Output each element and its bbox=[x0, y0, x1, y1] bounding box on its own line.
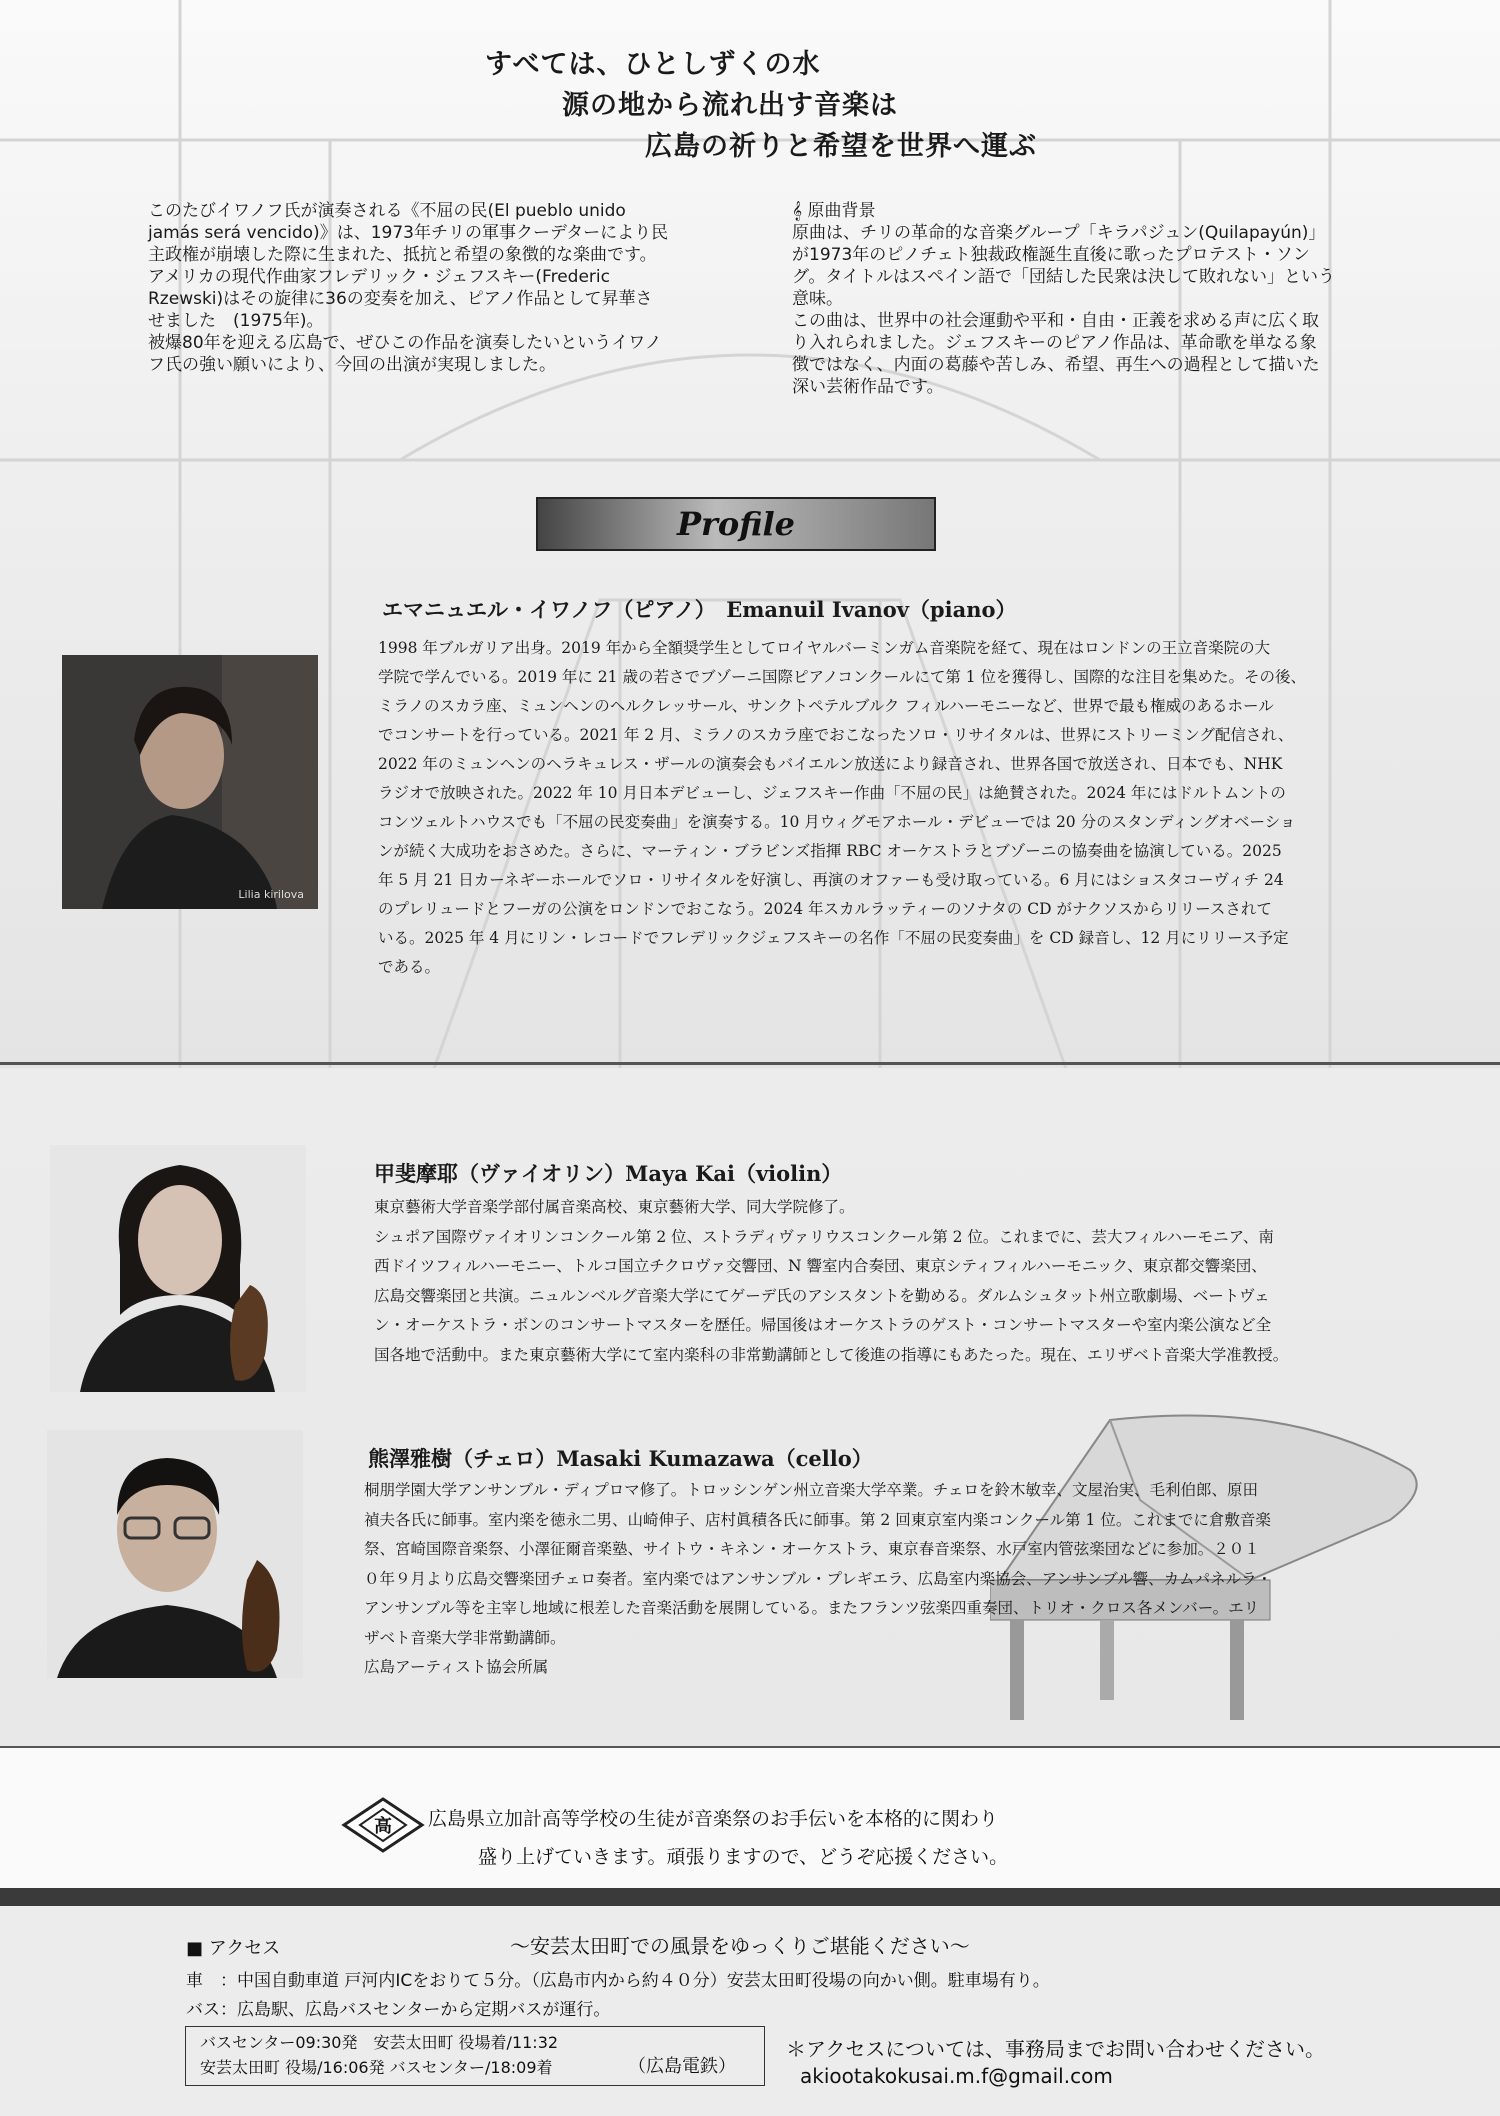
bio-line: ザベト音楽大学非常勤講師。 bbox=[364, 1628, 566, 1647]
ivanov-bio bbox=[378, 634, 1413, 982]
access-label: アクセス bbox=[208, 1938, 281, 1959]
bio-line: でコンサートを行っている。2021 年 2 月、ミラノのスカラ座でおこなったソロ・リサイタルは、世界にストリーミング配信され、 bbox=[378, 726, 1294, 744]
intro-left bbox=[148, 200, 738, 376]
tagline-line-1: すべては、ひとしずくの水 bbox=[485, 49, 821, 80]
bio-line: ０年９月より広島交響楽団チェロ奏者。室内楽ではアンサンブル・プレギエラ、広島室内楽協会、アンサンブル響、カムパネルラ・ bbox=[364, 1569, 1273, 1588]
bio-line: 東京藝術大学音楽学部付属音楽高校、東京藝術大学、同大学院修了。 bbox=[374, 1198, 855, 1216]
intro-right-line: 原曲は、チリの革命的な音楽グループ「キラパジュン(Quilapayún)」 bbox=[792, 223, 1326, 243]
ivanov-photo bbox=[62, 655, 318, 909]
section-divider bbox=[0, 1062, 1500, 1065]
bio-line: 西ドイツフィルハーモニー、トルコ国立チクロヴァ交響団、N 響室内合奏団、東京シティフィルハーモニック、東京都交響楽団、 bbox=[374, 1257, 1267, 1275]
intro-right-heading: 原曲背景 bbox=[807, 201, 876, 221]
bus-company: （広島電鉄） bbox=[628, 2056, 736, 2077]
bio-line: ン・オーケストラ・ボンのコンサートマスターを歴任。帰国後はオーケストラのゲスト・コンサートマスターや室内楽公演など全 bbox=[374, 1316, 1272, 1334]
bio-line: 広島アーティスト協会所属 bbox=[364, 1658, 549, 1676]
kai-photo bbox=[50, 1145, 306, 1392]
bio-line: いる。2025 年 4 月にリン・レコードでフレデリックジェフスキーの名作「不屈の民変奏曲」を CD 録音し、12 月にリリース予定 bbox=[378, 929, 1289, 947]
tagline-line-3: 広島の祈りと希望を世界へ運ぶ bbox=[645, 131, 1037, 162]
intro-right-line: 意味。 bbox=[792, 289, 843, 309]
bio-line: 学院で学んでいる。2019 年に 21 歳の若さでブゾーニ国際ピアノコンクールにて第 1 位を獲得し、国際的な注目を集めた。その後、 bbox=[378, 668, 1307, 686]
school-note-line-1: 広島県立加計高等学校の生徒が音楽祭のお手伝いを本格的に関わり bbox=[428, 1808, 999, 1830]
music-note-icon: 𝄞 bbox=[792, 201, 803, 221]
intro-left-line: jamás será vencido)》は、1973年チリの軍事クーデターにより民 bbox=[148, 223, 669, 243]
kai-name: 甲斐摩耶（ヴァイオリン）Maya Kai（violin） bbox=[374, 1161, 843, 1186]
intro-right-line: グ。タイトルはスペイン語で「団結した民衆は決して敗れない」という bbox=[792, 267, 1335, 287]
bio-line: 禎夫各氏に師事。室内楽を徳永二男、山崎伸子、店村眞積各氏に師事。第 2 回東京室内楽コンクール第 1 位。これまでに倉敷音楽 bbox=[364, 1510, 1271, 1529]
emblem-char: 高 bbox=[374, 1816, 392, 1837]
intro-right-line: が1973年のピノチェト独裁政権誕生直後に歌ったプロテスト・ソン bbox=[792, 245, 1310, 265]
bio-line: 桐朋学園大学アンサンブル・ディプロマ修了。トロッシンゲン州立音楽大学卒業。チェロを鈴木敏幸、文屋治実、毛利伯郎、原田 bbox=[364, 1481, 1258, 1499]
intro-left-line: 被爆80年を迎える広島で、ぜひこの作品を演奏したいというイワノ bbox=[148, 333, 662, 353]
bio-line: コンツェルトハウスでも「不屈の民変奏曲」を演奏する。10 月ウィグモアホール・デビューでは 20 分のスタンディングオベーショ bbox=[378, 813, 1296, 831]
access-contact-note: ＊アクセスについては、事務局までお問い合わせください。 bbox=[786, 2037, 1325, 2061]
access-tagline: ～安芸太田町での風景をゆっくりご堪能ください～ bbox=[510, 1934, 970, 1958]
intro-right-line: 深い芸術作品です。 bbox=[792, 377, 944, 397]
access-bus: バス：広島駅、広島バスセンターから定期バスが運行。 bbox=[186, 2000, 611, 2020]
profile-label: Profile bbox=[676, 505, 796, 543]
ivanov-name: エマニュエル・イワノフ（ピアノ） Emanuil Ivanov（piano） bbox=[382, 597, 1017, 622]
kumazawa-photo bbox=[47, 1430, 303, 1678]
bio-line: のプレリュードとフーガの公演をロンドンでおこなう。2024 年スカルラッティーのソナタの CD がナクソスからリリースされて bbox=[378, 900, 1272, 918]
access-heading bbox=[186, 1934, 280, 1960]
tagline-line-2: 源の地から流れ出す音楽は bbox=[562, 90, 898, 121]
contact-email[interactable]: akiootakokusai.m.f@gmail.com bbox=[800, 2064, 1113, 2088]
bio-line: アンサンブル等を主宰し地域に根差した音楽活動を展開している。またフランツ弦楽四重奏団、トリオ・クロス各メンバー。エリ bbox=[364, 1599, 1260, 1617]
kumazawa-bio bbox=[364, 1476, 1409, 1683]
bio-line: 広島交響楽団と共演。ニュルンベルグ音楽大学にてゲーデ氏のアシスタントを勤める。ダルムシュタット州立歌劇場、ベートヴェ bbox=[374, 1286, 1270, 1305]
intro-right-line: この曲は、世界中の社会運動や平和・自由・正義を求める声に広く取 bbox=[792, 311, 1319, 331]
square-bullet-icon: ■ bbox=[186, 1938, 204, 1959]
kai-bio bbox=[374, 1193, 1409, 1370]
bio-line: 国各地で活動中。また東京藝術大学にて室内楽科の非常勤講師として後進の指導にもあたった。現在、エリザベト音楽大学准教授。 bbox=[374, 1345, 1289, 1364]
bus-time-2: 安芸太田町 役場/16:06発 バスセンター/18:09着 bbox=[200, 2058, 553, 2077]
access-car: 車 ：中国自動車道 戸河内ICをおりて５分。（広島市内から約４０分）安芸太田町役場の向かい側。駐車場有り。 bbox=[186, 1971, 1050, 1991]
kumazawa-name: 熊澤雅樹（チェロ）Masaki Kumazawa（cello） bbox=[368, 1446, 873, 1471]
bio-line: ンが続く大成功をおさめた。さらに、マーティン・ブラビンズ指揮 RBC オーケストラとブゾーニの協奏曲を協演している。2025 bbox=[378, 842, 1282, 860]
profile-banner bbox=[536, 497, 936, 551]
intro-left-line: フ氏の強い願いにより、今回の出演が実現しました。 bbox=[148, 355, 556, 375]
bio-line: 祭、宮崎国際音楽祭、小澤征爾音楽塾、サイトウ・キネン・オーケストラ、東京春音楽祭、水戸室内管弦楽団などに参加。２０１ bbox=[364, 1540, 1260, 1558]
intro-left-line: 主政権が崩壊した際に生まれた、抵抗と希望の象徴的な楽曲です。 bbox=[148, 245, 657, 265]
bio-line: 年 5 月 21 日カーネギーホールでソロ・リサイタルを好演し、再演のオファーも受け取っている。6 月にはショスタコーヴィチ 24 bbox=[378, 871, 1284, 889]
intro-right-line: 徴ではなく、内面の葛藤や苦しみ、希望、再生への過程として描いた bbox=[792, 355, 1320, 375]
bio-line: ミラノのスカラ座、ミュンヘンのヘルクレッサール、サンクトペテルブルク フィルハーモニーなど、世界で最も権威のあるホール bbox=[378, 697, 1274, 715]
bio-line: ラジオで放映された。2022 年 10 月日本デビューし、ジェフスキー作曲「不屈の民」は絶賛された。2024 年にはドルトムントの bbox=[378, 784, 1286, 802]
bio-line: である。 bbox=[378, 958, 441, 976]
intro-right-line: り入れられました。ジェフスキーのピアノ作品は、革命歌を単なる象 bbox=[792, 333, 1317, 353]
bio-line: 2022 年のミュンヘンのヘラキュレス・ザールの演奏会もバイエルン放送により録音され、世界各国で放送され、日本でも、NHK bbox=[378, 755, 1283, 773]
intro-left-line: アメリカの現代作曲家フレデリック・ジェフスキー(Frederic bbox=[148, 267, 610, 287]
bio-line: シュポア国際ヴァイオリンコンクール第 2 位、ストラディヴァリウスコンクール第 2 位。これまでに、芸大フィルハーモニア、南 bbox=[374, 1227, 1274, 1246]
school-emblem-icon bbox=[340, 1795, 426, 1855]
bio-line: 1998 年ブルガリア出身。2019 年から全額奨学生としてロイヤルバーミンガム音楽院を経て、現在はロンドンの王立音楽院の大 bbox=[378, 639, 1271, 657]
intro-left-line: Rzewski)はその旋律に36の変奏を加え、ピアノ作品として昇華さ bbox=[148, 289, 653, 309]
school-note-line-2: 盛り上げていきます。頑張りますので、どうぞ応援ください。 bbox=[478, 1846, 1009, 1868]
intro-right bbox=[792, 200, 1392, 398]
intro-left-line: せました (1975年)。 bbox=[148, 311, 324, 331]
bus-time-1: バスセンター09:30発 安芸太田町 役場着/11:32 bbox=[200, 2033, 559, 2052]
photo-credit: Lilia kirilova bbox=[238, 888, 304, 901]
intro-left-line: このたびイワノフ氏が演奏される《不屈の民(El pueblo unido bbox=[148, 201, 626, 221]
